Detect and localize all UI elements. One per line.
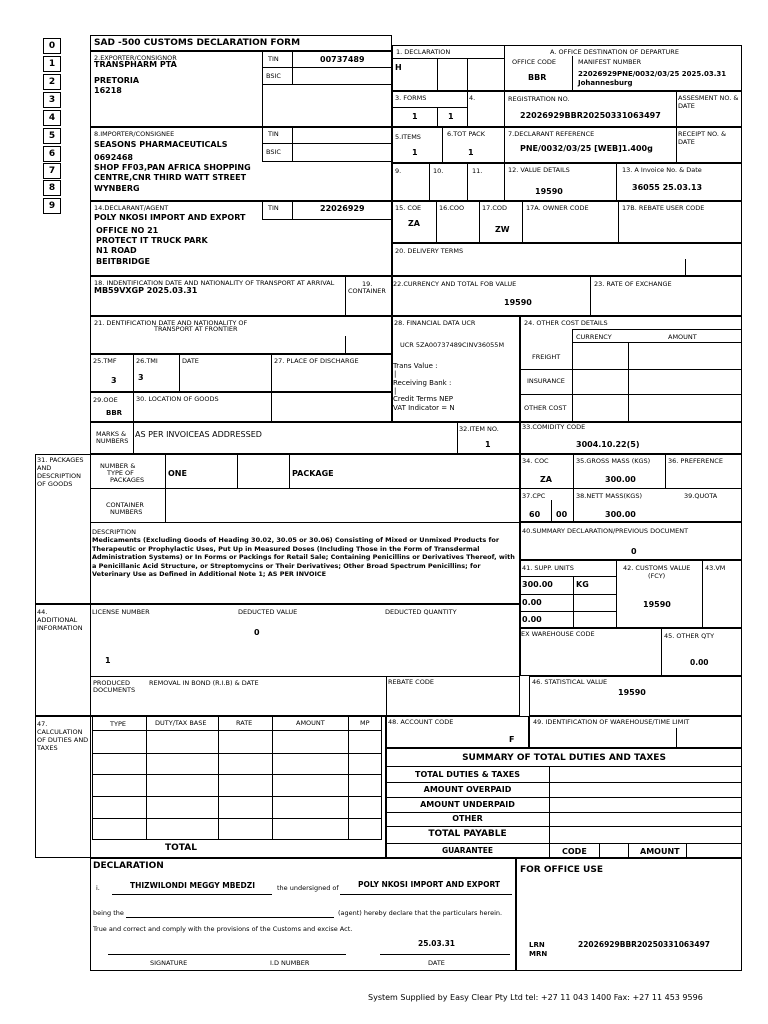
- customs-value: 19590: [643, 600, 671, 609]
- box10-label: 10.: [433, 167, 444, 175]
- coc-label: 34. COC: [522, 457, 549, 465]
- receiving-bank: Receiving Bank :: [393, 379, 452, 387]
- tmf-label: 25.TMF: [93, 357, 117, 365]
- currency-fob-label: 22.CURRENCY AND TOTAL FOB VALUE: [393, 280, 517, 288]
- financial-label: 28. FINANCIAL DATA UCR: [394, 319, 476, 327]
- importer-addr1: SHOP FF03,PAN AFRICA SHOPPING: [94, 163, 251, 172]
- declarant-addr4: BEITBRIDGE: [96, 257, 150, 266]
- tmi-label: 26.TMI: [136, 357, 158, 365]
- currency-col: CURRENCY: [576, 333, 612, 341]
- tot-pack-value: 1: [468, 148, 474, 157]
- importer-addr3: WYNBERG: [94, 184, 140, 193]
- row-number: 6: [43, 146, 61, 162]
- packages-label-1: 31. PACKAGES: [37, 456, 84, 464]
- office-code-label: OFFICE CODE: [512, 58, 556, 66]
- declarant-addr1: OFFICE NO 21: [96, 226, 159, 235]
- supp-units-unit-1: KG: [576, 580, 589, 589]
- underpaid-label: AMOUNT UNDERPAID: [420, 800, 515, 809]
- declarant-ref-label: 7.DECLARANT REFERENCE: [508, 130, 595, 138]
- being-text: being the: [93, 909, 124, 917]
- marks-value: AS PER INVOICEAS ADDRESSED: [135, 430, 262, 439]
- footer-text: System Supplied by Easy Clear Pty Ltd tel: +27 11 043 1400 Fax: +27 11 453 9596: [368, 993, 703, 1002]
- tin-label: TIN: [268, 55, 279, 63]
- value-details-value: 19590: [535, 187, 563, 196]
- calc-col-type: TYPE: [110, 720, 126, 728]
- assessment-label: ASSESMENT NO. & DATE: [678, 94, 739, 110]
- packages-label-4: OF GOODS: [37, 480, 73, 488]
- removal-label: REMOVAL IN BOND (R.I.B) & DATE: [149, 679, 259, 687]
- agent-text: (agent) hereby declare that the particulars herein.: [338, 909, 503, 917]
- declaration-type: H: [395, 63, 402, 72]
- importer-label: 8.IMPORTER/CONSIGNEE: [94, 130, 175, 138]
- goods-description: Medicaments (Excluding Goods of Heading 30.02, 30.05 or 30.06) Consisting of Mixed or Unmixed Products for Therapeutic or Prophylactic Uses, Put Up in Measured Doses (Including Those in the Form of Transdermal Administration Systems) or In Forms or Packings for Retail Sale; Containing Penicillins or Derivatives Thereof, with a Penicillanic Acid Structure, or Streptomycins or Their Derivatives; Other Broad Spectrum Penicillins; for Veterinary Use as Defined in Additional Note 1; AS PER INVOICE: [92, 536, 515, 578]
- row-number: 0: [43, 38, 61, 54]
- true-text: True and correct and comply with the provisions of the Customs and excise Act.: [93, 925, 353, 933]
- additional-label-1: 44.: [37, 608, 48, 616]
- box11-label: 11.: [472, 167, 483, 175]
- exporter-tin: 00737489: [320, 55, 365, 64]
- vat-indicator: VAT Indicator = N: [393, 404, 455, 412]
- commodity-value: 3004.10.22(5): [576, 440, 640, 449]
- summary-title: SUMMARY OF TOTAL DUTIES AND TAXES: [462, 753, 666, 763]
- form-title: SAD -500 CUSTOMS DECLARATION FORM: [94, 38, 301, 48]
- importer-addr2: CENTRE,CNR THIRD WATT STREET: [94, 173, 247, 182]
- num-label-2: TYPE OF: [107, 469, 134, 477]
- forms-label: 3. FORMS: [395, 94, 427, 102]
- container-label-2: NUMBERS: [110, 508, 143, 516]
- coo-label: 16.COO: [439, 204, 465, 212]
- box9-label: 9.: [395, 167, 402, 175]
- items-label: 5.ITEMS: [395, 133, 421, 141]
- rebate-code-label: REBATE CODE: [388, 678, 434, 686]
- item-no-value: 1: [485, 440, 491, 449]
- row-number: 8: [43, 180, 61, 196]
- separator: |: [394, 370, 397, 378]
- id-number-label: I.D NUMBER: [270, 959, 310, 967]
- trans-value: Trans Value :: [393, 362, 438, 370]
- amount-col: AMOUNT: [668, 333, 697, 341]
- office-place: Johannesburg: [578, 79, 633, 87]
- calc-label-4: TAXES: [37, 744, 58, 752]
- coe-value: ZA: [408, 219, 420, 228]
- transport-arrival-value: MB59VXGP 2025.03.31: [94, 286, 198, 295]
- calc-col-mp: MP: [360, 719, 370, 727]
- row-number: 7: [43, 163, 61, 179]
- bsic-label: BSIC: [266, 148, 281, 156]
- supp-units-label: 41. SUPP. UNITS: [522, 564, 574, 572]
- additional-label-2: ADDITIONAL: [37, 616, 78, 624]
- package-type: PACKAGE: [292, 469, 334, 478]
- packages-label-3: DESCRIPTION: [37, 472, 81, 480]
- calc-total: TOTAL: [165, 843, 197, 853]
- coe-label: 15. COE: [395, 204, 422, 212]
- ooe-value: BBR: [106, 409, 123, 417]
- lrn-label: LRN: [529, 941, 545, 949]
- transport-frontier-label-2: TRANSPORT AT FRONTIER: [154, 325, 238, 333]
- receipt-label: RECEIPT NO. & DATE: [678, 130, 727, 146]
- calc-label-3: OF DUTIES AND: [37, 736, 89, 744]
- tot-pack-label: 6.TOT PACK: [447, 130, 485, 138]
- total-payable-label: TOTAL PAYABLE: [428, 829, 507, 839]
- rebate-user-label: 17B. REBATE USER CODE: [622, 204, 705, 212]
- num-label-3: PACKAGES: [110, 476, 145, 484]
- other-label: OTHER: [452, 814, 483, 823]
- forms-value-1: 1: [412, 112, 418, 121]
- bsic-label: BSIC: [266, 72, 281, 80]
- ucr-value: UCR 5ZA00737489CINV36055M: [400, 341, 505, 349]
- registration-number: 22026929BBR20250331063497: [520, 111, 661, 120]
- declaration-date: 25.03.31: [418, 939, 456, 948]
- declarant-addr3: N1 ROAD: [96, 246, 137, 255]
- calc-table: [92, 716, 382, 840]
- forms-value-2: 1: [448, 112, 454, 121]
- insurance-label: INSURANCE: [527, 377, 565, 385]
- coc-value: ZA: [540, 475, 552, 484]
- office-title: A. OFFICE DESTINATION OF DEPARTURE: [550, 48, 679, 56]
- deducted-value-label: DEDUCTED VALUE: [238, 608, 298, 616]
- cpc-value-2: 00: [556, 510, 568, 519]
- preference-label: 36. PREFERENCE: [668, 457, 723, 465]
- row-number: 2: [43, 74, 61, 90]
- date-label: DATE: [428, 959, 445, 967]
- quota-label: 39.QUOTA: [684, 492, 718, 500]
- tmf-value: 3: [111, 376, 117, 385]
- gross-mass-value: 300.00: [605, 475, 636, 484]
- other-qty-label: 45. OTHER QTY: [664, 632, 715, 640]
- date-label: DATE: [182, 357, 199, 365]
- row-number: 5: [43, 128, 61, 144]
- declarant-tin: 22026929: [320, 204, 365, 213]
- calc-col-amount: AMOUNT: [296, 719, 325, 727]
- manifest-label: MANIFEST NUMBER: [578, 58, 642, 66]
- currency-fob-value: 19590: [504, 298, 532, 307]
- declaration-label: 1. DECLARATION: [396, 48, 451, 56]
- invoice-value: 36055 25.03.13: [632, 183, 703, 192]
- gross-mass-label: 35.GROSS MASS (KGS): [576, 457, 651, 465]
- commodity-label: 33.COMIDITY CODE: [522, 423, 586, 431]
- row-number: 9: [43, 198, 61, 214]
- office-code: BBR: [528, 73, 547, 82]
- cpc-value-1: 60: [529, 510, 541, 519]
- declarant-name: POLY NKOSI IMPORT AND EXPORT: [94, 213, 246, 222]
- declarant-addr2: PROTECT IT TRUCK PARK: [96, 236, 208, 245]
- calc-col-base: DUTY/TAX BASE: [155, 719, 207, 727]
- deducted-value: 0: [254, 628, 260, 637]
- total-duties-label: TOTAL DUTIES & TAXES: [415, 770, 520, 779]
- tin-label: TIN: [268, 130, 279, 138]
- exchange-rate-label: 23. RATE OF EXCHANGE: [594, 280, 672, 288]
- license-label: LICENSE NUMBER: [92, 608, 150, 616]
- marks-label-2: NUMBERS: [96, 437, 129, 445]
- cod-value: ZW: [495, 225, 510, 234]
- row-number: 4: [43, 110, 61, 126]
- office-use-title: FOR OFFICE USE: [520, 865, 603, 875]
- items-value: 1: [412, 148, 418, 157]
- overpaid-label: AMOUNT OVERPAID: [423, 785, 512, 794]
- importer-name: SEASONS PHARMACEUTICALS: [94, 140, 228, 149]
- declarant-person: THIZWILONDI MEGGY MBEDZI: [130, 881, 256, 890]
- box4-label: 4.: [469, 94, 476, 102]
- item-no-label: 32.ITEM NO.: [459, 425, 499, 433]
- mrn-label: MRN: [529, 950, 548, 958]
- warehouse-label: 49. IDENTIFICATION OF WAREHOUSE/TIME LIMIT: [533, 718, 690, 726]
- customs-value-label-1: 42. CUSTOMS VALUE: [623, 564, 691, 572]
- marks-label-1: MARKS &: [96, 430, 127, 438]
- exporter-city: PRETORIA: [94, 76, 140, 85]
- signature-label: SIGNATURE: [150, 959, 188, 967]
- vm-label: 43.VM: [705, 564, 726, 572]
- container-label-2: CONTAINER: [348, 287, 386, 295]
- calc-label-1: 47.: [37, 720, 48, 728]
- supp-units-value-3: 0.00: [522, 615, 542, 624]
- invoice-label: 13. A Invoice No. & Date: [622, 166, 702, 174]
- produced-label-1: PRODUCED: [93, 679, 130, 687]
- container-label-1: 19.: [362, 280, 373, 288]
- nett-mass-value: 300.00: [605, 510, 636, 519]
- produced-label-2: DOCUMENTS: [93, 686, 136, 694]
- other-cost-label: 24. OTHER COST DETAILS: [524, 319, 608, 327]
- supp-units-value-2: 0.00: [522, 598, 542, 607]
- value-details-label: 12. VALUE DETAILS: [508, 166, 570, 174]
- nett-mass-label: 38.NETT MASS(KGS): [576, 492, 643, 500]
- cpc-label: 37.CPC: [522, 492, 546, 500]
- summary-decl-value: 0: [631, 547, 637, 556]
- customs-value-label-2: (FCY): [648, 572, 666, 580]
- tin-label: TIN: [268, 204, 279, 212]
- additional-label-3: INFORMATION: [37, 624, 83, 632]
- importer-code: 0692468: [94, 153, 133, 162]
- container-label-1: CONTAINER: [106, 501, 144, 509]
- package-number: ONE: [168, 469, 187, 478]
- owner-code-label: 17A. OWNER CODE: [526, 204, 589, 212]
- stat-value: 19590: [618, 688, 646, 697]
- code-label: CODE: [562, 847, 587, 856]
- license-number: 1: [105, 656, 111, 665]
- transport-frontier-label-1: 21. DENTIFICATION DATE AND NATIONALITY OF: [94, 319, 248, 327]
- declaration-i: i.: [96, 884, 100, 892]
- separator: |: [394, 387, 397, 395]
- calc-col-rate: RATE: [236, 719, 253, 727]
- supp-units-value-1: 300.00: [522, 580, 553, 589]
- packages-label-2: AND: [37, 464, 52, 472]
- exporter-code: 16218: [94, 86, 122, 95]
- delivery-terms-label: 20. DELIVERY TERMS: [395, 247, 464, 255]
- calc-label-2: CALCULATION: [37, 728, 83, 736]
- undersigned-text: the undersigned of: [277, 884, 339, 892]
- deducted-qty-label: DEDUCTED QUANTITY: [385, 608, 457, 616]
- num-label-1: NUMBER &: [100, 462, 136, 470]
- location-goods-label: 30. LOCATION OF GOODS: [136, 395, 219, 403]
- summary-decl-label: 40.SUMMARY DECLARATION/PREVIOUS DOCUMENT: [522, 527, 689, 535]
- declarant-label: 14.DECLARANT/AGENT: [94, 204, 169, 212]
- description-label: DESCRIPTION: [92, 528, 136, 536]
- account-label: 48. ACCOUNT CODE: [388, 718, 454, 726]
- stat-value-label: 46. STATISTICAL VALUE: [532, 678, 608, 686]
- cod-label: 17.COD: [482, 204, 507, 212]
- declarant-company: POLY NKOSI IMPORT AND EXPORT: [358, 880, 500, 889]
- row-number: 1: [43, 56, 61, 72]
- tmi-value: 3: [138, 373, 144, 382]
- exporter-name: TRANSPHARM PTA: [94, 60, 177, 69]
- lrn-value: 22026929BBR20250331063497: [578, 940, 711, 949]
- row-number: 3: [43, 92, 61, 108]
- exporter-label: 2.EXPORTER/CONSIGNOR: [94, 54, 177, 62]
- discharge-label: 27. PLACE OF DISCHARGE: [274, 357, 359, 365]
- ex-warehouse-label: EX WAREHOUSE CODE: [521, 630, 595, 638]
- ooe-label: 29.OOE: [93, 396, 118, 404]
- other-cost-row-label: OTHER COST: [524, 404, 567, 412]
- account-value: F: [509, 735, 515, 744]
- other-qty-value: 0.00: [690, 658, 709, 667]
- guarantee-label: GUARANTEE: [441, 846, 494, 855]
- credit-terms: Credit Terms NEP: [393, 395, 453, 403]
- freight-label: FREIGHT: [532, 353, 561, 361]
- amount-label: AMOUNT: [640, 847, 680, 856]
- registration-label: REGISTRATION NO.: [508, 95, 570, 103]
- declaration-title: DECLARATION: [93, 861, 164, 871]
- manifest-number: 22026929PNE/0032/03/25 2025.03.31: [578, 70, 727, 78]
- declarant-ref-value: PNE/0032/03/25 [WEB]1.400g: [520, 144, 653, 153]
- transport-arrival-label: 18. INDENTIFICATION DATE AND NATIONALITY OF TRANSPORT AT ARRIVAL: [94, 279, 335, 287]
